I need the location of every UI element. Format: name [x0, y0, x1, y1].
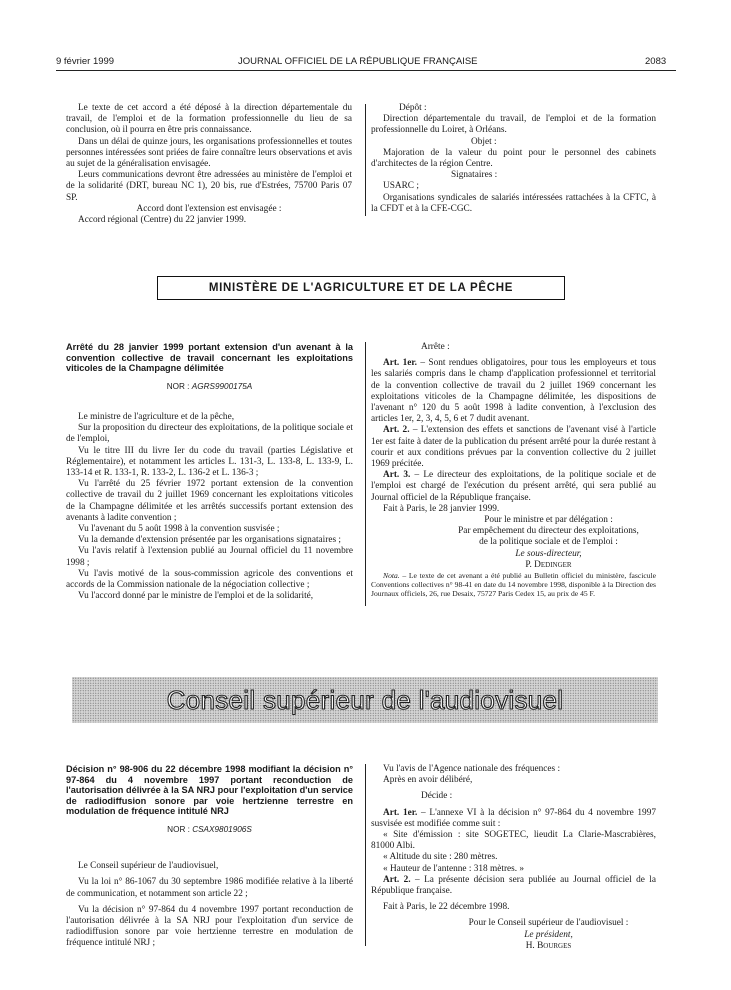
nota: Nota. – Le texte de cet avenant a été publié au Bulletin officiel du ministère, fascicule Conventions collectives n° 98-41 en date du 14 novembre 1998, disponible à la Direction des Journaux officiels, 26, rue Desaix, 75727 Paris Cedex 15, au prix de 45 F. [371, 571, 656, 599]
signature-title: Le sous-directeur, [515, 548, 582, 559]
fait-a-paris: Fait à Paris, le 22 décembre 1998. [383, 902, 510, 913]
csa-section-banner [72, 677, 658, 723]
article-text: L'annexe VI à la décision n° 97-864 du 4 novembre 1997 susvisée est modifiée comme suit : [371, 807, 656, 829]
paragraph: Vu l'avis relatif à l'extension publié au Journal officiel du 11 novembre 1998 ; [66, 546, 353, 568]
ministry-heading-box [157, 276, 565, 300]
decision-left-column [66, 764, 353, 950]
paragraph: « Hauteur de l'antenne : 318 mètres. » [383, 863, 525, 874]
paragraph: Accord dont l'extension est envisagée : [136, 203, 282, 214]
signature-name: P. Dedinger [525, 559, 572, 570]
paragraph: Vu la demande d'extension présentée par les organisations signataires ; [78, 535, 341, 546]
paragraph: « Altitude du site : 280 mètres. [383, 852, 498, 863]
article-2: Art. 2. – L'extension des effets et sanctions de l'avenant visé à l'article 1er est faite à dater de la publication du présent arrêté pour la durée restant à courir et aux conditions prévues par la convention collective du 2 juillet 1969 précitée. [371, 425, 657, 470]
header-page-number: 2083 [645, 56, 667, 67]
arrete-left-column [66, 342, 353, 602]
arrete-nor [66, 381, 353, 392]
paragraph: Après en avoir délibéré, [383, 775, 473, 786]
nota-label: Nota. [383, 571, 400, 581]
csa-banner-title: Conseil supérieur de l'audiovisuel [166, 684, 564, 715]
article-2: Art. 2. – La présente décision sera publiée au Journal officiel de la République française. [371, 874, 657, 897]
paragraph: Vu l'avenant du 5 août 1998 à la convention susvisée ; [78, 524, 280, 535]
paragraph: Direction départementale du travail, de l'emploi et de la formation professionnelle du Loiret, à Orléans. [371, 114, 656, 136]
paragraph: Vu la décision n° 97-864 du 4 novembre 1997 portant reconduction de l'autorisation délivrée à la SA NRJ pour l'exploitation d'un service de radiodiffusion sonore par voie hertzienne terrestre en modulation de fréquence intitulé NRJ ; [66, 904, 353, 949]
label-objet: Objet : [471, 136, 497, 147]
article-text: Sont rendues obligatoires, pour tous les employeurs et tous les salariés compris dans le champ d'application professionnel et territorial de la convention collective de travail du 2 juillet 1969 concernant les exploitations viticoles de la Champagne délimitée, les dispositions de l'avenant n° 120 du 5 août 1998 à ladite convention, à l'exclusion des articles 1er, 2, 3, 4, 5, 6 et 7 dudit avenant. [371, 358, 656, 425]
fait-a-paris: Fait à Paris, le 28 janvier 1999. [383, 503, 500, 514]
signature-line: Par empêchement du directeur des exploitations, [458, 526, 639, 537]
column-divider [365, 342, 366, 606]
nor-label: NOR : [167, 824, 190, 834]
header-date: 9 février 1999 [56, 56, 115, 67]
paragraph: « Site d'émission : site SOGETEC, lieudit La Clarie-Mascrabières, 81000 Albi. [371, 830, 656, 852]
paragraph: Vu le titre III du livre Ier du code du travail (parties Législative et Réglementaire), et notamment les articles L. 131-3, L. 133-8, L. 133-9, L. 133-14 et R. 133-1, R. 133-2, L. 136-2 et L. 136-3 ; [66, 445, 353, 478]
paragraph: Vu la loi n° 86-1067 du 30 septembre 1986 modifiée relative à la liberté de communication, et notamment son article 22 ; [66, 877, 353, 899]
article-1: Art. 1er. – Sont rendues obligatoires, pour tous les employeurs et tous les salariés compris dans le champ d'application professionnel et territorial de la convention collective de travail du 2 juillet 1969 concernant les exploitations viticoles de la Champagne délimitée, les dispositions de l'avenant n° 120 du 5 août 1998 à ladite convention, à l'exclusion des articles 1er, 2, 3, 4, 5, 6 et 7 dudit avenant. [371, 358, 656, 425]
top-left-column [66, 103, 352, 226]
paragraph: Le ministre de l'agriculture et de la pêche, [78, 411, 235, 422]
article-label: Art. 2. [383, 425, 410, 436]
ministry-heading: MINISTÈRE DE L'AGRICULTURE ET DE LA PÊCHE [208, 282, 514, 294]
decision-nor [66, 824, 353, 835]
top-right-column [371, 103, 656, 215]
paragraph: Leurs communications devront être adressées au ministère de l'emploi et de la solidarité (DRT, bureau NC 1), 20 bis, rue d'Estrées, 75700 Paris 07 SP. [66, 170, 352, 203]
paragraph: Le texte de cet accord a été déposé à la direction départementale du travail, de l'emploi et de la formation professionnelle du lieu de sa conclusion, où il pourra en être pris connaissance. [66, 103, 352, 136]
decision-title: Décision n° 98-906 du 22 décembre 1998 modifiant la décision n° 97-864 du 4 novembre 1997 portant reconduction de l'autorisation délivrée à la SA NRJ pour l'exploitation d'un service de radiodiffusion sonore par voie hertzienne terrestre en modulation de fréquence intitulé NRJ [66, 764, 353, 817]
article-1: Art. 1er. – L'annexe VI à la décision n° 97-864 du 4 novembre 1997 susvisée est modifiée comme suit : [371, 807, 656, 829]
signature-line: de la politique sociale et de l'emploi : [479, 537, 618, 548]
paragraph: Vu l'avis de l'Agence nationale des fréquences : [383, 764, 561, 774]
signature-name: H. Bourges [525, 940, 572, 951]
article-text: La présente décision sera publiée au Journal officiel de la République française. [371, 874, 657, 897]
signature-line: Pour le Conseil supérieur de l'audiovisuel : [468, 918, 629, 929]
signature-title: Le président, [524, 929, 573, 940]
decide-label: Décide : [421, 791, 453, 802]
article-label: Art. 1er. [383, 358, 418, 369]
nor-label: NOR : [166, 381, 190, 391]
nota-text: Le texte de cet avenant a été publié au Bulletin officiel du ministère, fascicule Conventions collectives n° 98-41 en date du 14 novembre 1998, disponible à la Direction des Journaux officiels, 26, rue Desaix, 75727 Paris Cedex 15, au prix de 45 F. [371, 571, 656, 599]
paragraph: Sur la proposition du directeur des exploitations, de la politique sociale et de l'emploi, [66, 423, 353, 445]
paragraph: Le Conseil supérieur de l'audiovisuel, [78, 861, 219, 872]
column-divider [365, 764, 366, 946]
article-text: L'extension des effets et sanctions de l'avenant visé à l'article 1er est faite à dater de la publication du présent arrêté pour la durée restant à courir et aux conditions prévues par la convention collective du 2 juillet 1969 précitée. [371, 425, 657, 470]
header-rule [56, 70, 676, 71]
paragraph: Vu l'accord donné par le ministre de l'emploi et de la solidarité, [78, 591, 314, 602]
paragraph: Accord régional (Centre) du 22 janvier 1999. [78, 215, 247, 226]
paragraph: Organisations syndicales de salariés intéressées rattachées à la CFTC, à la CFDT et à la CFE-CGC. [371, 192, 656, 214]
arrete-label: Arrête : [421, 342, 450, 352]
article-label: Art. 3. [383, 470, 411, 481]
paragraph: USARC ; [383, 181, 419, 192]
paragraph: Dans un délai de quinze jours, les organisations professionnelles et toutes personnes intéressées sont priées de faire connaître leurs observations et avis au sujet de la généralisation envisagée. [66, 136, 352, 170]
signature-line: Pour le ministre et par délégation : [484, 515, 613, 526]
article-label: Art. 1er. [383, 807, 418, 818]
column-divider [365, 104, 366, 216]
article-label: Art. 2. [383, 874, 411, 885]
label-depot: Dépôt : [399, 103, 427, 113]
article-3: Art. 3. – Le directeur des exploitations, de la politique sociale et de l'emploi est chargé de l'exécution du présent arrêté, qui sera publié au Journal officiel de la République française. [371, 470, 656, 503]
paragraph: Vu l'avis motivé de la sous-commission agricole des conventions et accords de la Commission nationale de la négociation collective ; [66, 568, 353, 591]
paragraph: Majoration de la valeur du point pour le personnel des cabinets d'architectes de la région Centre. [371, 147, 656, 170]
label-signataires: Signataires : [451, 170, 498, 181]
article-text: Le directeur des exploitations, de la politique sociale et de l'emploi est chargé de l'exécution du présent arrêté, qui sera publié au Journal officiel de la République française. [371, 470, 656, 503]
nor-code: AGRS9900175A [191, 381, 253, 391]
header-journal-title: JOURNAL OFFICIEL DE LA RÉPUBLIQUE FRANÇAISE [238, 56, 478, 67]
arrete-right-column [371, 342, 656, 599]
nor-code: CSAX9801906S [192, 824, 252, 834]
decision-right-column [371, 764, 656, 952]
arrete-title: Arrêté du 28 janvier 1999 portant extension d'un avenant à la convention collective de travail concernant les exploitations viticoles de la Champagne délimitée [66, 342, 353, 374]
paragraph: Vu l'arrêté du 25 février 1972 portant extension de la convention collective de travail du 2 juillet 1969 concernant les exploitations viticoles de la Champagne délimitée et les arrêtés successifs portant extension des avenants à ladite convention ; [66, 479, 353, 523]
